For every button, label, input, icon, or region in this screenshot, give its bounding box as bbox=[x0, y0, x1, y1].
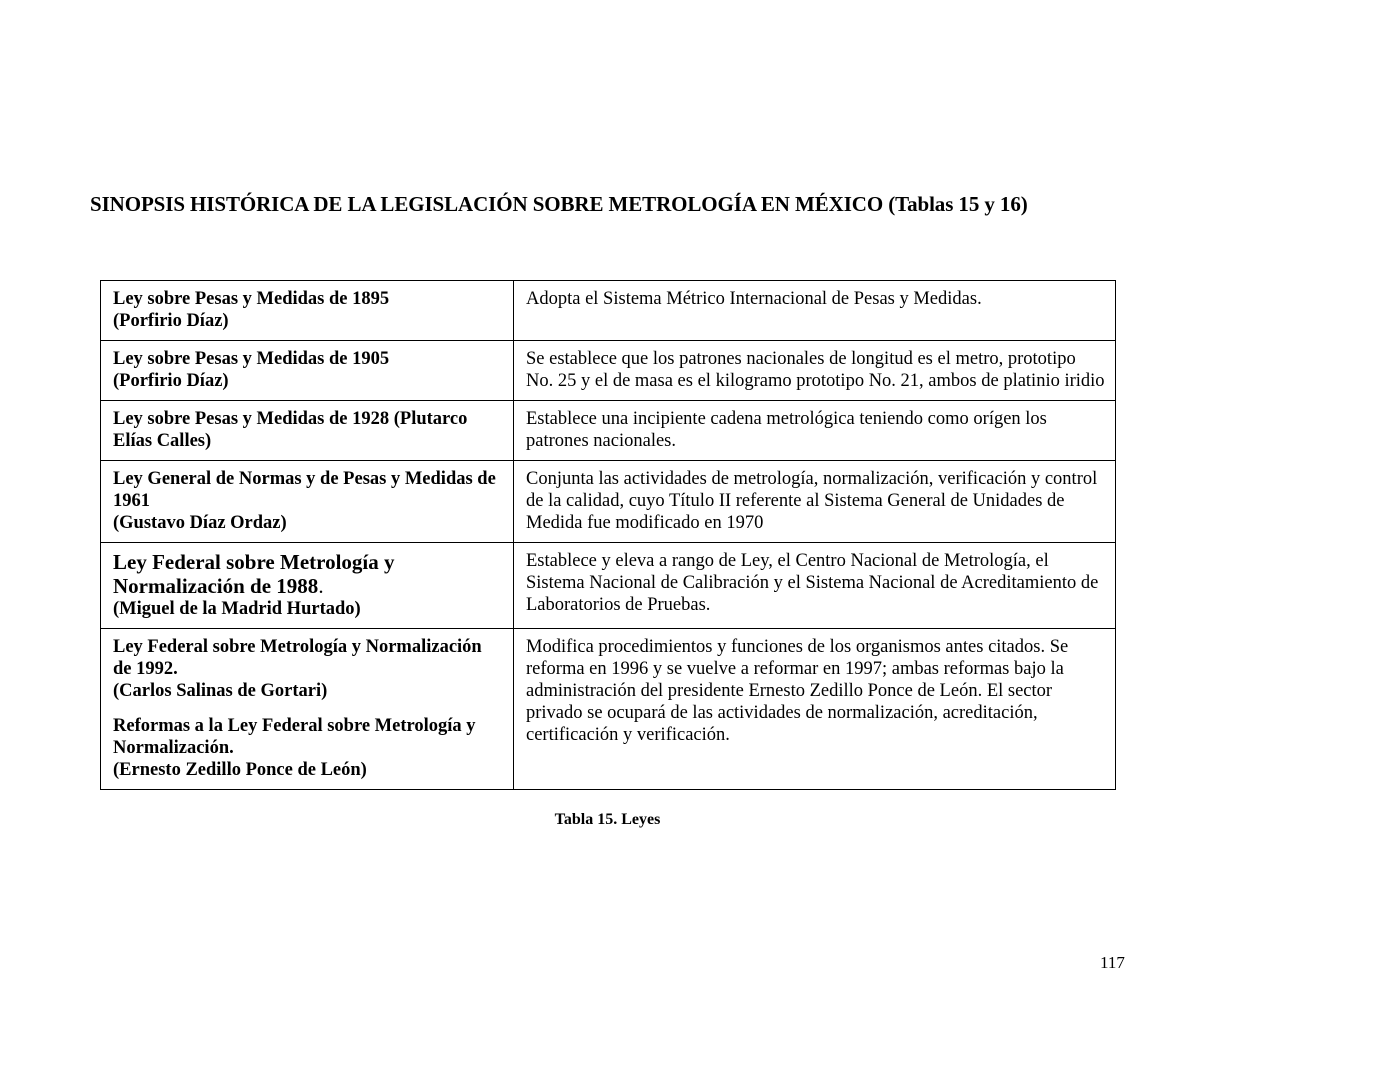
table-row bbox=[101, 629, 1116, 790]
page-number: 117 bbox=[1100, 953, 1125, 972]
law-title: Ley sobre Pesas y Medidas de 1928 (Plutarco Elías Calles) bbox=[113, 409, 468, 451]
laws-table bbox=[100, 280, 1116, 790]
law-name-cell bbox=[101, 401, 514, 461]
table-caption: Tabla 15. Leyes bbox=[554, 811, 661, 828]
law-title: Ley Federal sobre Metrología y Normalización de 1988 bbox=[113, 550, 395, 598]
law-name-cell bbox=[101, 341, 514, 401]
law-president: (Gustavo Díaz Ordaz) bbox=[113, 513, 287, 533]
law-president: (Carlos Salinas de Gortari) bbox=[113, 681, 328, 701]
law-name-cell bbox=[101, 543, 514, 629]
table-row bbox=[101, 341, 1116, 401]
law-president: (Ernesto Zedillo Ponce de León) bbox=[113, 760, 367, 780]
law-name-cell bbox=[101, 629, 514, 790]
table-row bbox=[101, 543, 1116, 629]
law-description: Modifica procedimientos y funciones de los organismos antes citados. Se reforma en 1996 y se vuelve a reformar en 1997; ambas reformas bajo la administración del presidente Ernesto Zedillo Ponce de León. El sector privado se ocupará de las actividades de normalización, acreditación, certificación y verificación. bbox=[514, 629, 1116, 790]
law-description: Establece una incipiente cadena metrológica teniendo como orígen los patrones nacionales. bbox=[514, 401, 1116, 461]
table-row bbox=[101, 281, 1116, 341]
law-president: (Porfirio Díaz) bbox=[113, 371, 229, 391]
law-name-cell bbox=[101, 281, 514, 341]
table-row bbox=[101, 461, 1116, 543]
law-title-period: . bbox=[318, 574, 324, 598]
page-title: SINOPSIS HISTÓRICA DE LA LEGISLACIÓN SOBRE METROLOGÍA EN MÉXICO (Tablas 15 y 16) bbox=[90, 192, 1028, 216]
law-reform-title: Reformas a la Ley Federal sobre Metrología y Normalización. bbox=[113, 716, 476, 758]
table-row bbox=[101, 401, 1116, 461]
law-name-cell bbox=[101, 461, 514, 543]
law-title: Ley sobre Pesas y Medidas de 1895 bbox=[113, 289, 390, 309]
law-title-block bbox=[113, 550, 503, 598]
law-title: Ley General de Normas y de Pesas y Medidas de 1961 bbox=[113, 469, 496, 511]
law-president: (Porfirio Díaz) bbox=[113, 311, 229, 331]
law-president: (Miguel de la Madrid Hurtado) bbox=[113, 599, 361, 619]
law-description: Adopta el Sistema Métrico Internacional de Pesas y Medidas. bbox=[514, 281, 1116, 341]
law-description: Establece y eleva a rango de Ley, el Centro Nacional de Metrología, el Sistema Nacional de Calibración y el Sistema Nacional de Acreditamiento de Laboratorios de Pruebas. bbox=[514, 543, 1116, 629]
law-description: Conjunta las actividades de metrología, normalización, verificación y control de la calidad, cuyo Título II referente al Sistema General de Unidades de Medida fue modificado en 1970 bbox=[514, 461, 1116, 543]
law-title: Ley Federal sobre Metrología y Normalización de 1992. bbox=[113, 637, 482, 679]
law-title: Ley sobre Pesas y Medidas de 1905 bbox=[113, 349, 390, 369]
law-description: Se establece que los patrones nacionales de longitud es el metro, prototipo No. 25 y el de masa es el kilogramo prototipo No. 21, ambos de platinio iridio bbox=[514, 341, 1116, 401]
